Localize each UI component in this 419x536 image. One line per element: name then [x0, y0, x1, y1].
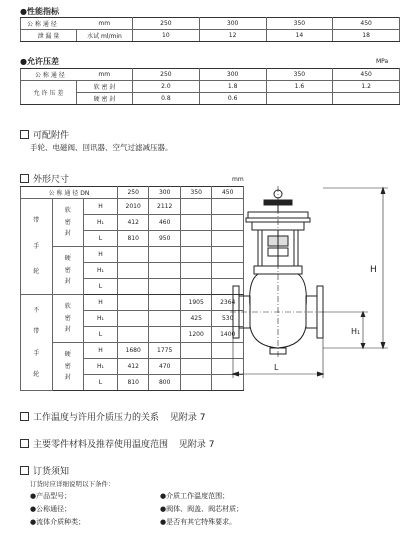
dim-cell: [180, 231, 212, 247]
perf-dn-350: 350: [266, 18, 333, 30]
dim-cell: 1905: [180, 295, 212, 311]
dim-cell: [180, 247, 212, 263]
pressure-dn-label: 公 称 通 径: [21, 69, 77, 81]
accessories-title: 可配附件: [33, 131, 70, 141]
dimensions-unit: mm: [232, 176, 244, 183]
pressure-table: [20, 68, 400, 105]
dim-cell: 460: [149, 215, 181, 231]
pressure-dn-250: 250: [133, 69, 200, 81]
dim-cell: [117, 295, 149, 311]
performance-table: [20, 17, 400, 42]
dim-cell: [180, 279, 212, 295]
materials-ref: 见附录 7: [178, 440, 215, 450]
dim-cell: [117, 327, 149, 343]
dim-cell: [149, 279, 181, 295]
dim-row-label: H₁: [84, 359, 118, 375]
accessories-heading: [20, 128, 69, 141]
dim-cell: [180, 375, 212, 391]
dim-cell: 950: [149, 231, 181, 247]
valve-outline-drawing: [228, 186, 408, 386]
pressure-soft-250: 2.0: [133, 81, 200, 93]
perf-dn-450: 450: [333, 18, 400, 30]
dim-cell: 1400: [212, 327, 244, 343]
dim-row-label: L: [84, 279, 118, 295]
checkbox-icon: [20, 439, 29, 448]
accessories-text: 手轮、电磁阀、回讯器、空气过滤减压器。: [30, 143, 173, 152]
dim-row-label: H₁: [84, 263, 118, 279]
dim-h1-label: H₁: [351, 327, 361, 336]
pressure-dn-350: 350: [266, 69, 333, 81]
relation-heading: [20, 410, 205, 423]
order-item: ●产品型号；: [30, 492, 72, 500]
dim-cell: [180, 215, 212, 231]
order-title: 订货须知: [33, 467, 70, 477]
dimensions-heading: [20, 172, 69, 185]
materials-title: 主要零件材料及推荐使用温度范围: [33, 440, 169, 450]
pressure-hard-label: 硬 密 封: [77, 93, 133, 105]
dim-dn-300: 300: [149, 187, 181, 199]
order-item: ●是否有其它特殊要求。: [160, 518, 237, 526]
dim-cell: 470: [149, 359, 181, 375]
dim-cell: 1200: [180, 327, 212, 343]
dim-cell: [180, 199, 212, 215]
pressure-hard-300: 0.6: [199, 93, 266, 105]
dim-cell: [149, 311, 181, 327]
perf-leak-300: 12: [199, 30, 266, 42]
dim-cell: [117, 263, 149, 279]
performance-title: ●性能指标: [20, 7, 59, 16]
group-with-handwheel: 带 手 轮: [21, 199, 53, 295]
order-heading: [20, 464, 69, 477]
dimensions-title: 外形尺寸: [33, 175, 70, 185]
dim-cell: [117, 279, 149, 295]
dim-row-label: L: [84, 231, 118, 247]
dimensions-table: [20, 186, 244, 391]
pressure-soft-350: 1.6: [266, 81, 333, 93]
checkbox-icon: [20, 130, 29, 139]
dim-cell: 1680: [117, 343, 149, 359]
group-without-handwheel: 不 带 手 轮: [21, 295, 53, 391]
pressure-soft-450: 1.2: [333, 81, 400, 93]
dim-cell: [180, 343, 212, 359]
dim-cell: [180, 359, 212, 375]
order-item: ●公称通径；: [30, 505, 72, 513]
relation-ref: 见附录 7: [169, 413, 206, 423]
dim-cell: [149, 247, 181, 263]
pressure-dn-450: 450: [333, 69, 400, 81]
perf-dn-250: 250: [133, 18, 200, 30]
dim-row-label: H: [84, 295, 118, 311]
perf-leak-450: 18: [333, 30, 400, 42]
dim-cell: [117, 311, 149, 327]
dim-cell: 800: [149, 375, 181, 391]
dim-row-label: H: [84, 247, 118, 263]
dim-row-label: H: [84, 199, 118, 215]
dim-row-label: L: [84, 327, 118, 343]
dim-row-label: L: [84, 375, 118, 391]
perf-leak-label: 泄 漏 量: [21, 30, 77, 42]
dim-cell: [149, 263, 181, 279]
pressure-dn-unit: mm: [77, 69, 133, 81]
group2-soft-seal: 软 密 封: [52, 295, 84, 343]
dim-cell: [149, 295, 181, 311]
dim-cell: 530: [212, 311, 244, 327]
group1-soft-seal: 软 密 封: [52, 199, 84, 247]
dim-dn-label: 公 称 通 径 DN: [21, 187, 118, 199]
perf-dn-300: 300: [199, 18, 266, 30]
dim-cell: [180, 263, 212, 279]
order-item: ●阀体、阀盖、阀芯材质；: [160, 505, 244, 513]
perf-dn-label: 公 称 通 径: [21, 18, 77, 30]
dim-cell: 425: [180, 311, 212, 327]
dim-l-label: L: [274, 363, 279, 372]
dim-cell: 412: [117, 359, 149, 375]
dim-cell: 2010: [117, 199, 149, 215]
pressure-soft-300: 1.8: [199, 81, 266, 93]
perf-dn-unit: mm: [77, 18, 133, 30]
dim-cell: 2364: [212, 295, 244, 311]
dim-dn-450: 450: [212, 187, 244, 199]
order-item: ●介质工作温度范围；: [160, 492, 230, 500]
perf-leak-350: 14: [266, 30, 333, 42]
group2-hard-seal: 硬 密 封: [52, 343, 84, 391]
pressure-soft-label: 软 密 封: [77, 81, 133, 93]
checkbox-icon: [20, 412, 29, 421]
materials-heading: [20, 437, 214, 450]
dim-dn-250: 250: [117, 187, 149, 199]
dim-cell: 2112: [149, 199, 181, 215]
pressure-hard-350: [266, 93, 333, 105]
dim-cell: 1775: [149, 343, 181, 359]
dim-cell: 810: [117, 375, 149, 391]
pressure-unit: MPa: [376, 58, 389, 65]
dim-cell: [149, 327, 181, 343]
dim-dn-350: 350: [180, 187, 212, 199]
group1-hard-seal: 硬 密 封: [52, 247, 84, 295]
checkbox-icon: [20, 174, 29, 183]
pressure-hard-450: [333, 93, 400, 105]
order-item: ●流体介质种类；: [30, 518, 86, 526]
checkbox-icon: [20, 466, 29, 475]
dim-row-label: H: [84, 343, 118, 359]
order-intro: 订货时应详细说明以下条件：: [30, 480, 115, 488]
relation-title: 工作温度与许用介质压力的关系: [33, 413, 160, 423]
perf-leak-250: 10: [133, 30, 200, 42]
dim-cell: [117, 247, 149, 263]
pressure-dn-300: 300: [199, 69, 266, 81]
pressure-title: ●允许压差: [20, 57, 59, 66]
pressure-group-label: 允 许 压 差: [21, 81, 77, 105]
dim-row-label: H₁: [84, 215, 118, 231]
dim-h-label: H: [370, 265, 377, 275]
dim-cell: 412: [117, 215, 149, 231]
dim-cell: 810: [117, 231, 149, 247]
perf-leak-unit: 水试 ml/min: [77, 30, 133, 42]
pressure-hard-250: 0.8: [133, 93, 200, 105]
dim-row-label: H₁: [84, 311, 118, 327]
